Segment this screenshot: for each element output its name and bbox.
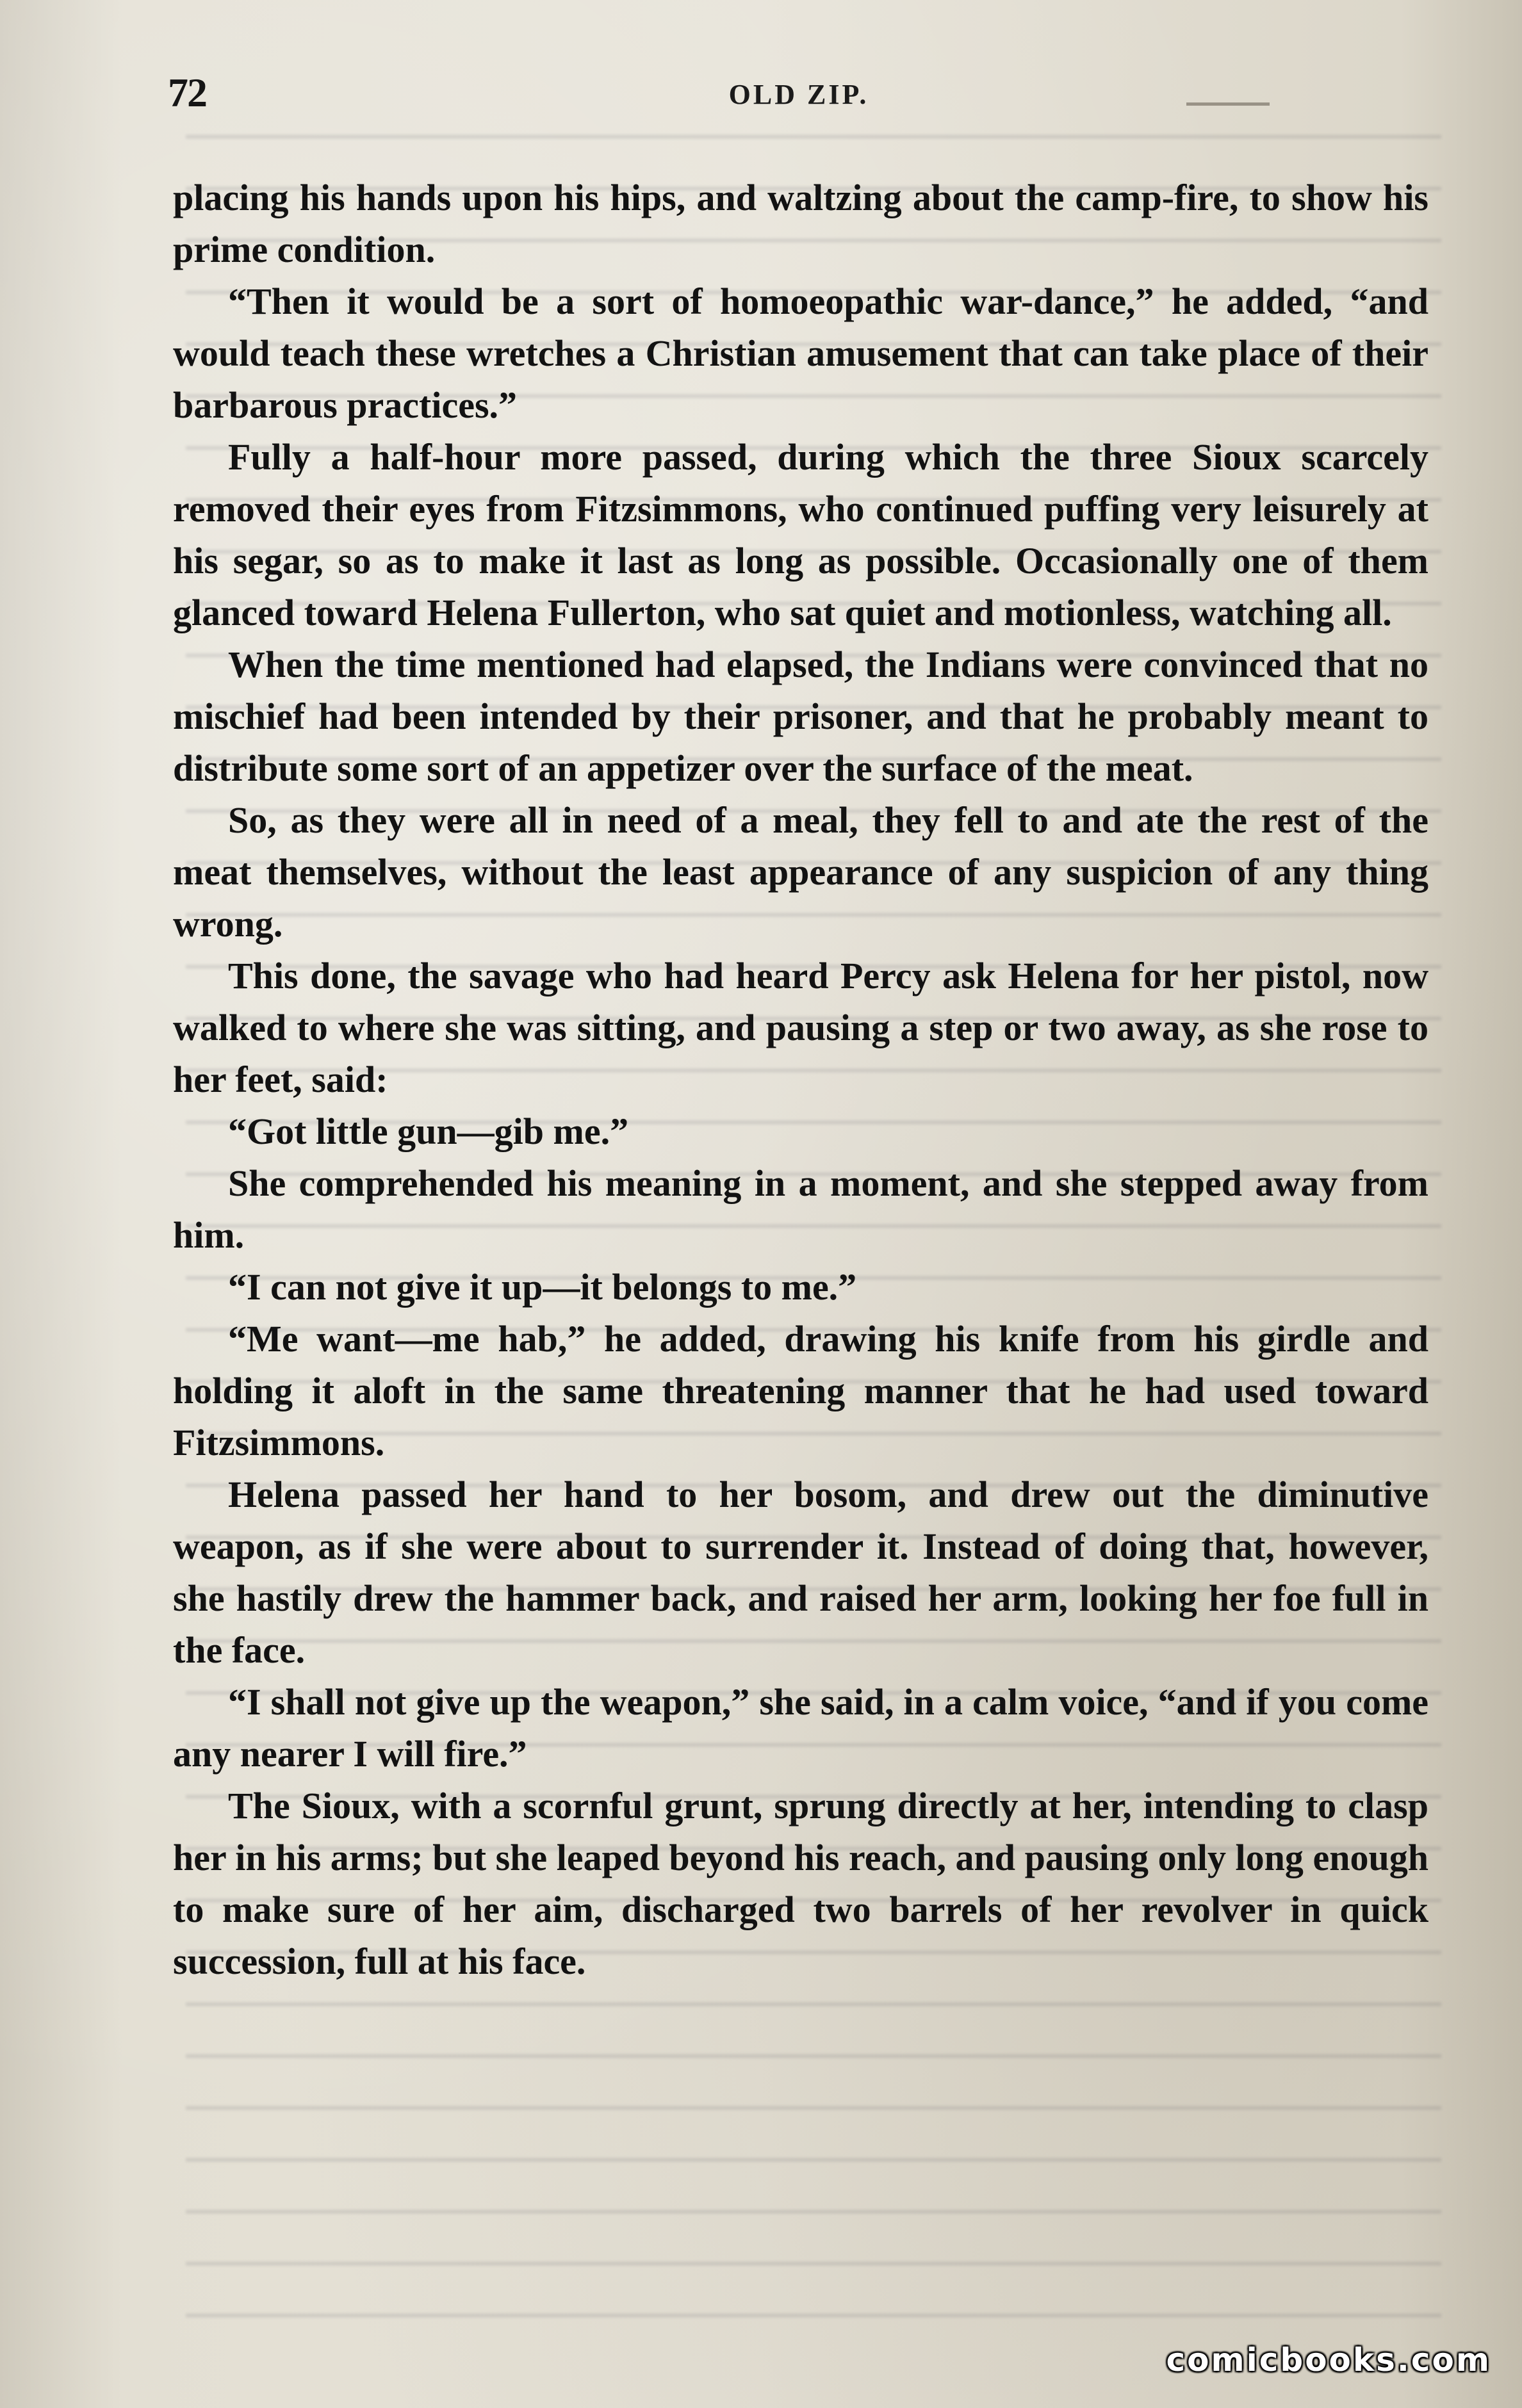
paragraph: placing his hands upon his hips, and waltzing about the camp-fire, to show his prime condition. xyxy=(173,177,1428,270)
page-header xyxy=(168,69,1430,120)
paragraph: “Me want—me hab,” he added, drawing his knife from his girdle and holding it aloft in the same threatening manner that he had used toward Fitzsimmons. xyxy=(173,1318,1428,1463)
paragraph: The Sioux, with a scornful grunt, sprung directly at her, intending to clasp her in his arms; but she leaped beyond his reach, and pausing only long enough to make sure of her aim, discharged two barrels of her revolver in quick succession, full at his face. xyxy=(173,1785,1428,1982)
running-head: OLD ZIP. xyxy=(728,79,869,110)
paragraph: She comprehended his meaning in a moment, and she stepped away from him. xyxy=(173,1162,1428,1256)
header-rule xyxy=(1186,102,1270,106)
paragraph: “Got little gun—gib me.” xyxy=(228,1110,629,1152)
paragraph: This done, the savage who had heard Percy ask Helena for her pistol, now walked to where she was sitting, and pausing a step or two away, as she rose to her feet, said: xyxy=(173,955,1428,1100)
paragraph: “I can not give it up—it belongs to me.” xyxy=(228,1266,857,1308)
paragraph: When the time mentioned had elapsed, the Indians were convinced that no mischief had been intended by their prisoner, and that he probably meant to distribute some sort of an appetizer over the surface of the meat. xyxy=(173,644,1428,789)
paragraph: “I shall not give up the weapon,” she said, in a calm voice, “and if you come any nearer I will fire.” xyxy=(173,1681,1428,1775)
text-body xyxy=(173,172,1428,1987)
paragraph: Fully a half-hour more passed, during which the three Sioux scarcely removed their eyes from Fitzsimmons, who continued puffing very leisurely at his segar, so as to make it last as long as possible. Occasionally one of them glanced toward Helena Fullerton, who sat quiet and motionless, watching all. xyxy=(173,436,1428,633)
paragraph: So, as they were all in need of a meal, they fell to and ate the rest of the meat themselves, without the least appearance of any suspicion of any thing wrong. xyxy=(173,799,1428,945)
paragraph: Helena passed her hand to her bosom, and drew out the diminutive weapon, as if she were about to surrender it. Instead of doing that, however, she hastily drew the hammer back, and raised her arm, looking her foe full in the face. xyxy=(173,1474,1428,1671)
paragraph: “Then it would be a sort of homoeopathic war-dance,” he added, “and would teach these wretches a Christian amusement that can take place of their barbarous practices.” xyxy=(173,281,1428,426)
page-number: 72 xyxy=(168,70,206,115)
watermark: comicbooks.com xyxy=(1166,2341,1491,2379)
